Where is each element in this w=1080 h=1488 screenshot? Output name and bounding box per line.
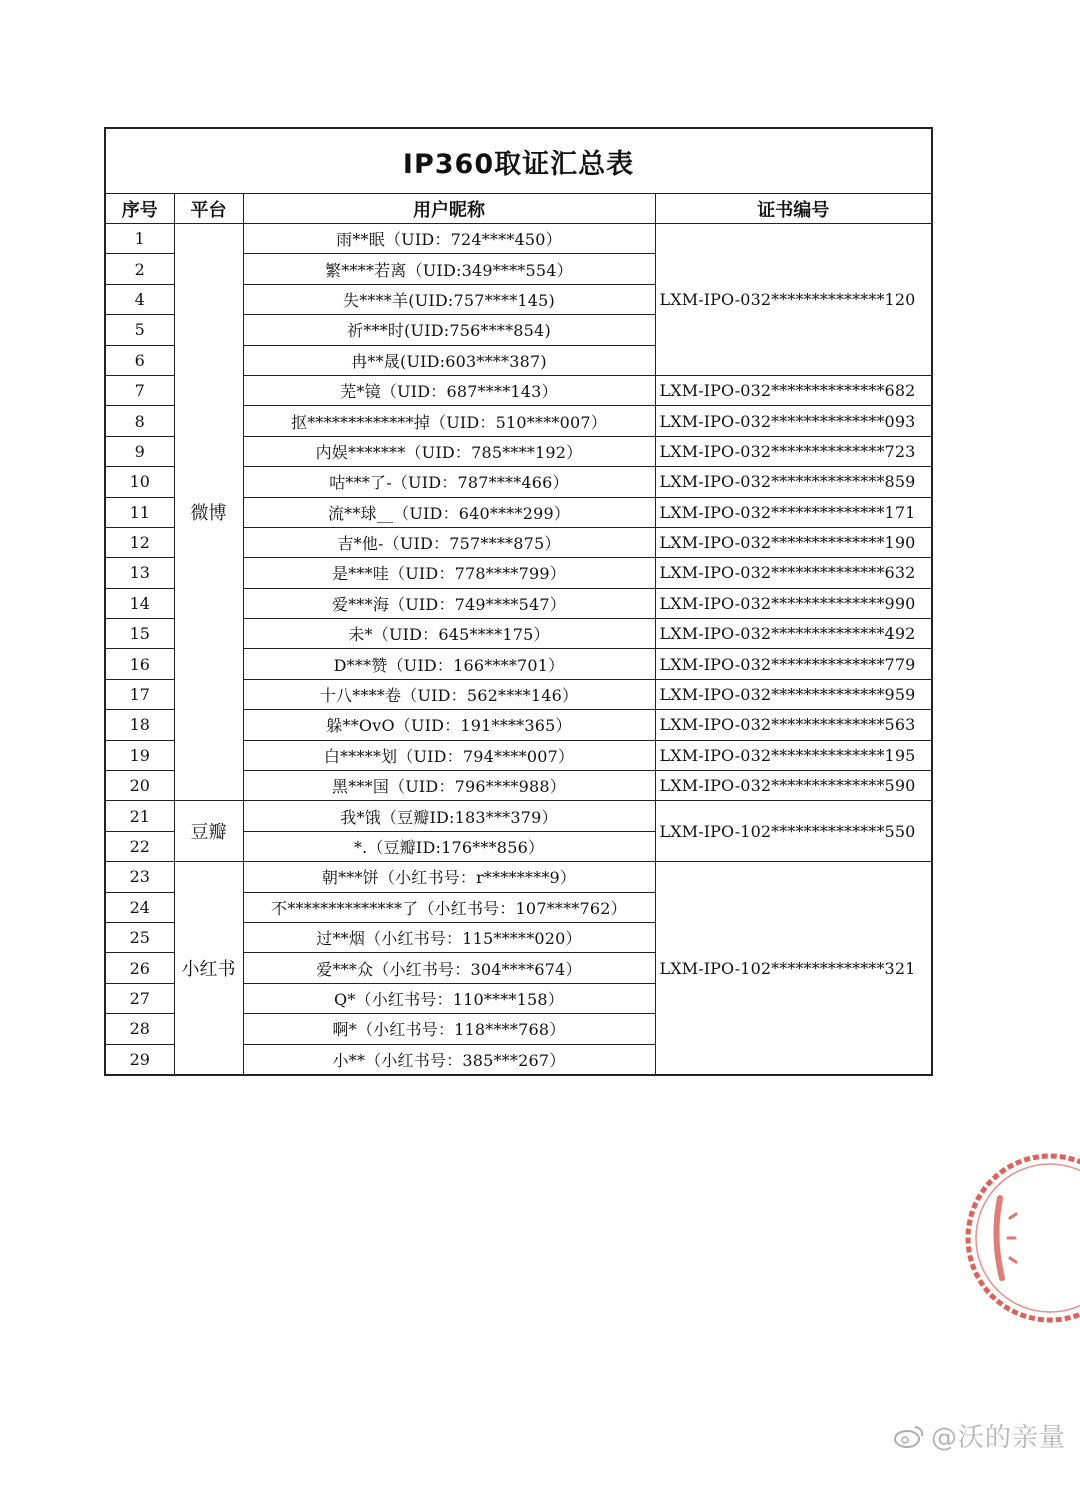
seq-cell: 1 [105, 224, 174, 254]
seq-cell: 4 [105, 284, 174, 314]
seq-cell: 17 [105, 679, 174, 709]
seq-cell: 18 [105, 710, 174, 740]
watermark-text: @沃的亲量 [930, 1423, 1066, 1453]
user-cell: 啊*（小红书号：118****768） [243, 1014, 655, 1044]
seq-cell: 29 [105, 1044, 174, 1075]
user-cell: 白*****划（UID：794****007） [243, 740, 655, 770]
seq-cell: 26 [105, 953, 174, 983]
header-platform: 平台 [174, 194, 243, 224]
platform-douban: 豆瓣 [174, 801, 243, 862]
cert-cell: LXM-IPO-102**************321 [655, 862, 932, 1075]
seq-cell: 22 [105, 831, 174, 861]
evidence-summary-table [104, 127, 933, 1076]
user-cell: 朝***饼（小红书号：r********9） [243, 862, 655, 892]
seq-cell: 13 [105, 558, 174, 588]
cert-cell: LXM-IPO-032**************682 [655, 375, 932, 405]
official-seal-stamp [960, 1148, 1080, 1328]
weibo-watermark [893, 1417, 1066, 1454]
cert-cell: LXM-IPO-032**************723 [655, 436, 932, 466]
seq-cell: 27 [105, 983, 174, 1013]
seq-cell: 28 [105, 1014, 174, 1044]
table-row [105, 801, 932, 831]
cert-cell: LXM-IPO-032**************563 [655, 710, 932, 740]
user-cell: 芜*镜（UID：687****143） [243, 375, 655, 405]
user-cell: D***赞（UID：166****701） [243, 649, 655, 679]
seq-cell: 25 [105, 922, 174, 952]
user-cell: 躲**OvO（UID：191****365） [243, 710, 655, 740]
user-cell: 不**************了（小红书号：107****762） [243, 892, 655, 922]
seq-cell: 12 [105, 527, 174, 557]
header-seq: 序号 [105, 194, 174, 224]
user-cell: 内娱*******（UID：785****192） [243, 436, 655, 466]
seq-cell: 11 [105, 497, 174, 527]
seq-cell: 21 [105, 801, 174, 831]
seq-cell: 15 [105, 619, 174, 649]
seq-cell: 10 [105, 467, 174, 497]
user-cell: 十八****卷（UID：562****146） [243, 679, 655, 709]
user-cell: 冉**晟(UID:603****387) [243, 345, 655, 375]
user-cell: 过**烟（小红书号：115*****020） [243, 922, 655, 952]
cert-cell: LXM-IPO-032**************492 [655, 619, 932, 649]
header-user: 用户昵称 [243, 194, 655, 224]
user-cell: 是***哇（UID：778****799） [243, 558, 655, 588]
header-cert: 证书编号 [655, 194, 932, 224]
user-cell: 雨**眠（UID：724****450） [243, 224, 655, 254]
user-cell: *.（豆瓣ID:176***856） [243, 831, 655, 861]
seq-cell: 23 [105, 862, 174, 892]
seq-cell: 8 [105, 406, 174, 436]
cert-cell: LXM-IPO-032**************190 [655, 527, 932, 557]
seq-cell: 14 [105, 588, 174, 618]
table-row [105, 862, 932, 892]
user-cell: 吉*他-（UID：757****875） [243, 527, 655, 557]
platform-weibo: 微博 [174, 224, 243, 801]
weibo-icon [893, 1423, 925, 1449]
cert-cell: LXM-IPO-032**************632 [655, 558, 932, 588]
user-cell: Q*（小红书号：110****158） [243, 983, 655, 1013]
user-cell: 祈***时(UID:756****854) [243, 315, 655, 345]
seq-cell: 7 [105, 375, 174, 405]
user-cell: 咕***了-（UID：787****466） [243, 467, 655, 497]
user-cell: 黑***国（UID：796****988） [243, 771, 655, 801]
table-row [105, 224, 932, 254]
cert-cell: LXM-IPO-032**************959 [655, 679, 932, 709]
user-cell: 爱***海（UID：749****547） [243, 588, 655, 618]
cert-cell: LXM-IPO-032**************120 [655, 224, 932, 376]
seq-cell: 5 [105, 315, 174, 345]
user-cell: 流**球__（UID：640****299） [243, 497, 655, 527]
user-cell: 我*饿（豆瓣ID:183***379） [243, 801, 655, 831]
platform-xiaohongshu: 小红书 [174, 862, 243, 1075]
table-title: IP360取证汇总表 [105, 128, 932, 194]
seq-cell: 20 [105, 771, 174, 801]
seq-cell: 9 [105, 436, 174, 466]
user-cell: 失****羊(UID:757****145) [243, 284, 655, 314]
seq-cell: 2 [105, 254, 174, 284]
cert-cell: LXM-IPO-102**************550 [655, 801, 932, 862]
cert-cell: LXM-IPO-032**************195 [655, 740, 932, 770]
user-cell: 小**（小红书号：385***267） [243, 1044, 655, 1075]
cert-cell: LXM-IPO-032**************779 [655, 649, 932, 679]
cert-cell: LXM-IPO-032**************093 [655, 406, 932, 436]
user-cell: 抠*************掉（UID：510****007） [243, 406, 655, 436]
seq-cell: 19 [105, 740, 174, 770]
cert-cell: LXM-IPO-032**************990 [655, 588, 932, 618]
user-cell: 未*（UID：645****175） [243, 619, 655, 649]
seq-cell: 24 [105, 892, 174, 922]
cert-cell: LXM-IPO-032**************171 [655, 497, 932, 527]
cert-cell: LXM-IPO-032**************590 [655, 771, 932, 801]
user-cell: 繁****若离（UID:349****554） [243, 254, 655, 284]
cert-cell: LXM-IPO-032**************859 [655, 467, 932, 497]
seq-cell: 6 [105, 345, 174, 375]
seq-cell: 16 [105, 649, 174, 679]
user-cell: 爱***众（小红书号：304****674） [243, 953, 655, 983]
